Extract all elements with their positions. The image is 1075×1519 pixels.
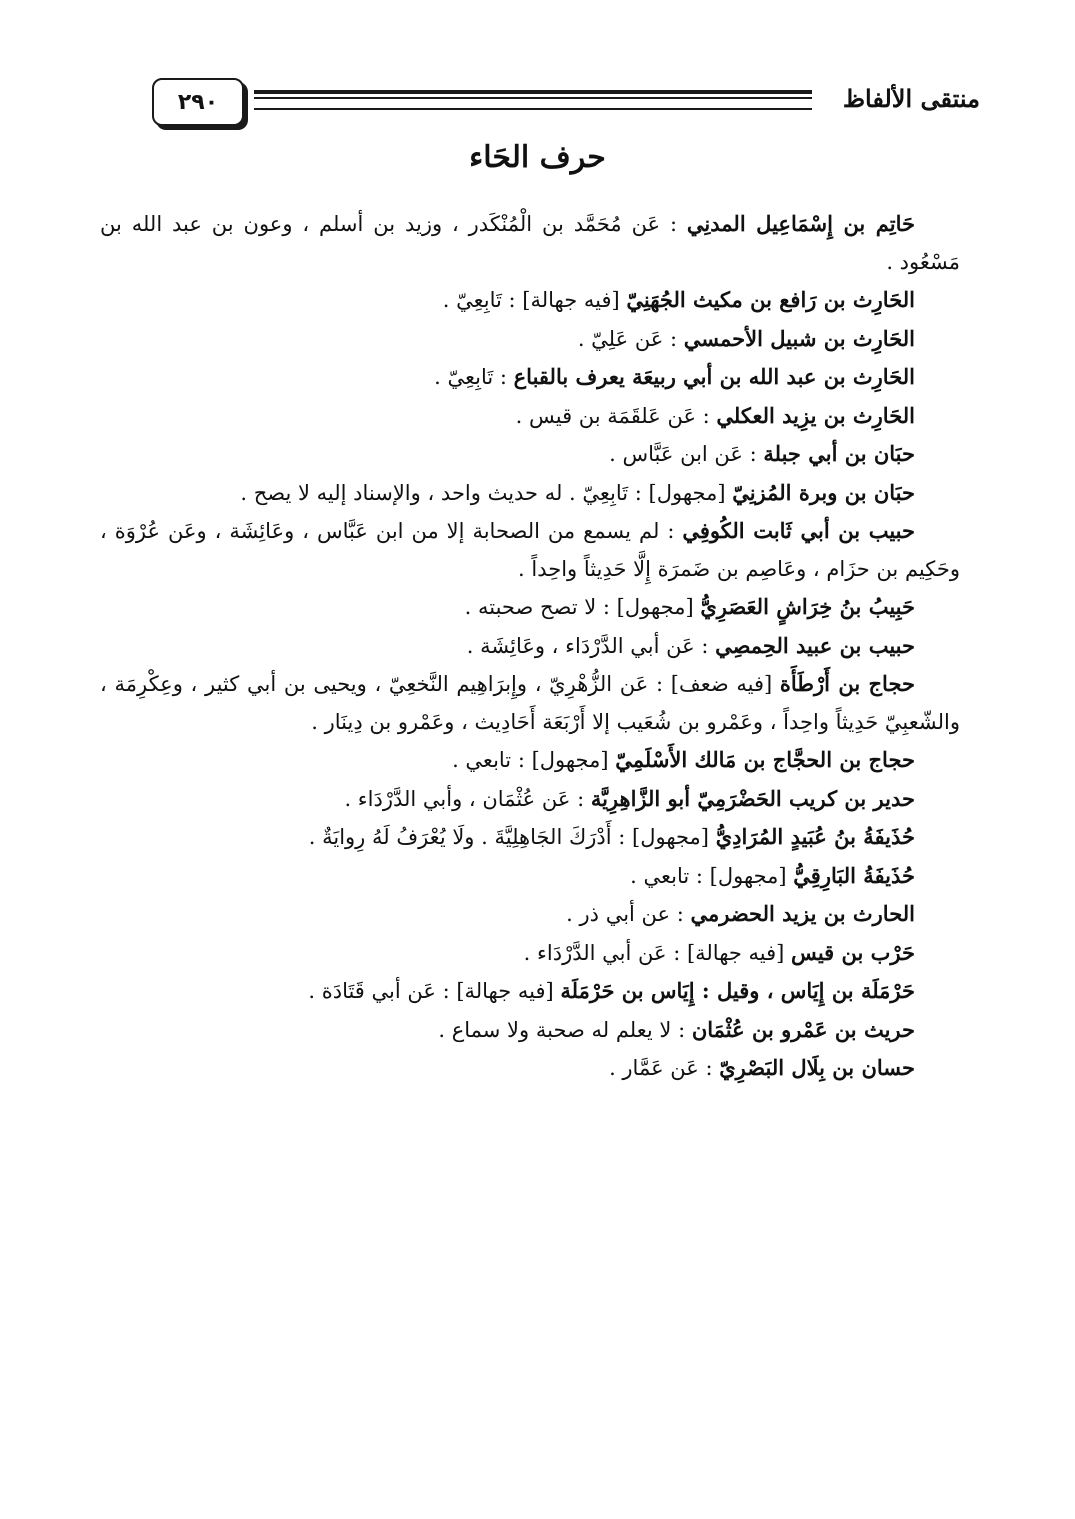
entry-text: [مجهول] : لا تصح صحبته . (464, 595, 701, 619)
entry-name: حَرْب بن قيس (791, 939, 915, 965)
entry-name: حجاج بن الحجَّاج بن مَالك الأَسْلَمِيّ (615, 747, 915, 772)
entry (100, 512, 960, 588)
entry-text: : عَن أبي الدَّرْدَاء ، وعَائِشَة . (466, 633, 716, 658)
entry-name: حسان بن بِلَال البَصْرِيّ (719, 1055, 915, 1080)
entry-name: حُذَيفَةُ بنُ عُبَيدٍ المُرَادِيُّ (715, 824, 915, 849)
entry (100, 857, 960, 896)
entry (100, 474, 960, 513)
entry-name: حبيب بن عبيد الحِمصِي (715, 632, 915, 658)
entry-text: : عَن عَلقَمَة بن قيس . (515, 403, 717, 428)
entry-name: حَاتِم بن إِسْمَاعِيل المدنِي (686, 211, 915, 236)
entry (100, 741, 960, 780)
entry (100, 972, 960, 1011)
entry-text: : عن أبي ذر . (566, 902, 691, 926)
entry (100, 1049, 960, 1088)
entry-text: [فيه جهالة] : تَابِعِيّ . (442, 288, 627, 312)
entry (100, 895, 960, 934)
entry-text: [فيه جهالة] : عَن أبي الدَّرْدَاء . (523, 940, 792, 965)
entry-text: [فيه جهالة] : عَن أبي قَتَادَة . (308, 979, 561, 1003)
entry-text: : عَن عَمَّار . (609, 1056, 720, 1080)
entry-name: الحَارِث بن عبد الله بن أبي ربيعَة يعرف بالقباع (513, 364, 915, 389)
entry-text: [مجهول] : تَابِعِيّ . له حديث واحد ، والإسناد إليه لا يصح . (240, 480, 733, 505)
entry-text: [فيه ضعف] : عَن الزُّهْرِيّ ، وإِبرَاهِيم النَّخعِيّ ، ويحيى بن أبي كثير ، وعِكْرِمَة ، والشّعبِيّ حَدِيثاً واحِداً ، وعَمْرو بن شُعَيب إلا أَرْبَعَة أَحَادِيث ، وعَمْرو بن دِينَار . (100, 672, 960, 734)
entry-name: حبَان بن أبي جبلة (763, 441, 915, 466)
entry-name: حبَان بن وبرة المُزنِيّ (732, 479, 915, 505)
entry (100, 780, 960, 819)
entry (100, 818, 960, 857)
entry-name: حدير بن كريب الحَضْرَمِيّ أبو الزَّاهِرِيَّة (590, 785, 915, 811)
entry (100, 1011, 960, 1050)
entry (100, 934, 960, 973)
entry (100, 281, 960, 320)
entry (100, 358, 960, 397)
entry-text: : عَن عُثْمَان ، وأبي الدَّرْدَاء . (344, 786, 591, 811)
entry-name: حجاج بن أَرْطَأَة (779, 671, 915, 696)
entry-text: : لم يسمع من الصحابة إلا من ابن عَبَّاس ، وعَائِشَة ، وعَن عُرْوَة ، وحَكِيم بن حزَام ، وعَاصِم بن ضَمرَة إِلَّا حَدِيثاً واحِداً . (100, 519, 960, 581)
entry-text: : عَن مُحَمَّد بن الْمُنْكَدر ، وزيد بن أسلم ، وعون بن عبد الله بن مَسْعُود . (100, 212, 960, 274)
book-title: منتقى الألفاظ (842, 84, 980, 113)
entry (100, 588, 960, 627)
entry-name: الحَارِث بن شبيل الأحمسي (683, 325, 915, 351)
entry (100, 320, 960, 359)
entry (100, 435, 960, 474)
entry (100, 205, 960, 281)
entry-name: الحارث بن يزيد الحضرمي (690, 901, 915, 926)
entry-text: [مجهول] : أَدْرَكَ الجَاهِلِيَّةَ . ولَا يُعْرَفُ لَهُ رِوايَةٌ . (308, 825, 716, 849)
entries-list (100, 205, 960, 1088)
entry-name: الحَارِث بن يزِيد العكلي (716, 402, 915, 428)
entry-text: [مجهول] : تابعي . (630, 863, 794, 888)
entry-text: : عَن ابن عَبَّاس . (609, 442, 764, 466)
entry-name: الحَارِث بن رَافع بن مكيث الجُهَنِيّ (626, 287, 915, 312)
entry-name: حَبِيبُ بنُ خِرَاشٍ العَصَرِيُّ (700, 594, 915, 619)
entry (100, 627, 960, 666)
header-rule (254, 90, 812, 110)
entry (100, 665, 960, 741)
page-number: ٢٩٠ (152, 78, 244, 126)
entry (100, 397, 960, 436)
page-header (100, 72, 980, 134)
chapter-title: حرف الحَاء (469, 140, 606, 175)
entry-name: حَرْمَلَة بن إِيَاس ، وقيل : إِيَاس بن حَرْمَلَة (560, 978, 915, 1003)
entry-name: حبيب بن أبي ثَابت الكُوفِي (682, 518, 916, 543)
entry-text: : عَن عَلِيّ . (577, 326, 684, 351)
entry-name: حُذَيفَةُ البَارِقِيُّ (793, 862, 915, 888)
entry-name: حريث بن عَمْرو بن عُثْمَان (691, 1016, 915, 1042)
entry-text: : لا يعلم له صحبة ولا سماع . (438, 1017, 692, 1042)
entry-text: : تَابِعِيّ . (434, 365, 514, 389)
entry-text: [مجهول] : تابعي . (452, 748, 616, 772)
